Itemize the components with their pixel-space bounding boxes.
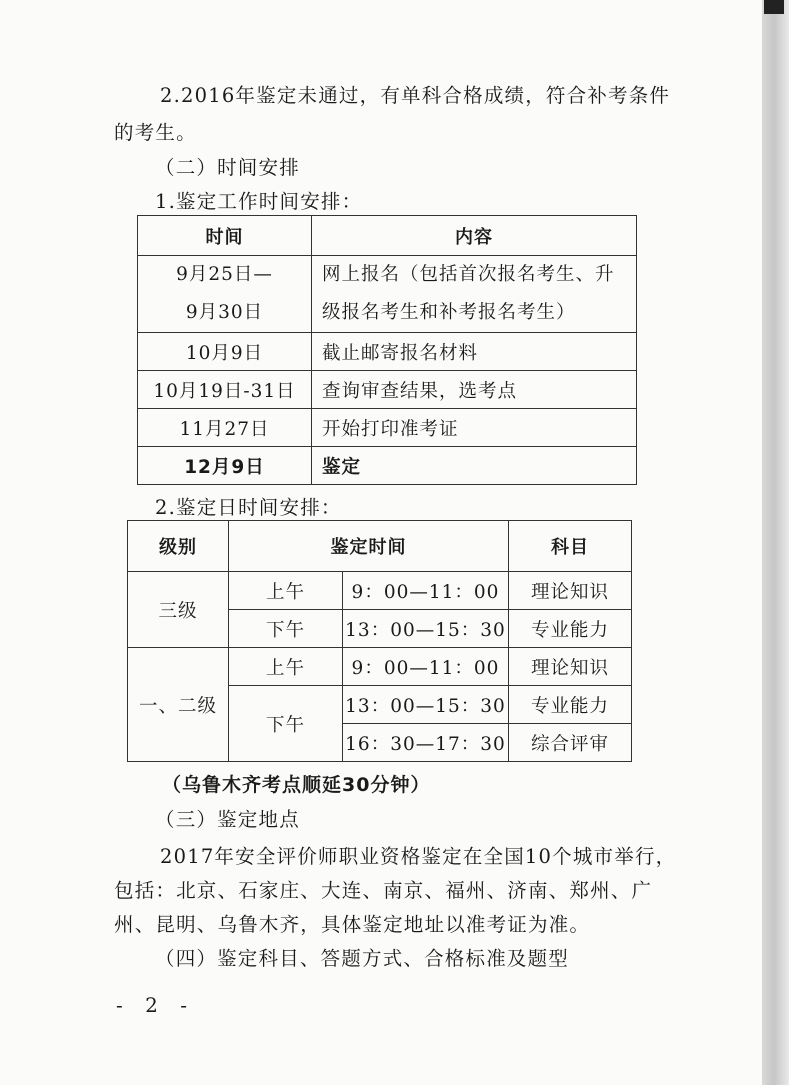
time-line: 9月25日— [176, 264, 273, 285]
table-header-cell: 科目 [509, 521, 632, 572]
content-line: 级报名考生和补考报名考生） [322, 302, 576, 323]
exam-day-schedule-table [127, 520, 632, 762]
level-cell: 三级 [128, 572, 229, 648]
page-number: - 2 - [116, 993, 195, 1017]
scan-edge [762, 0, 789, 1085]
level-cell: 一、二级 [128, 648, 229, 762]
content-cell: 截止邮寄报名材料 [312, 333, 637, 371]
table-row [138, 409, 637, 447]
paragraph-line: 2.2016年鉴定未通过，有单科合格成绩，符合补考条件 [160, 84, 671, 107]
period-cell: 上午 [229, 648, 343, 686]
table-row [128, 648, 632, 686]
table-header-cell: 级别 [128, 521, 229, 572]
time-cell: 10月9日 [138, 333, 312, 371]
paragraph-line: 州、昆明、乌鲁木齐，具体鉴定地址以准考证为准。 [114, 913, 591, 936]
time-cell: 13：00—15：30 [343, 686, 509, 724]
content-cell: 查询审查结果，选考点 [312, 371, 637, 409]
content-cell [312, 256, 637, 333]
subject-cell: 理论知识 [509, 648, 632, 686]
table-header-cell: 鉴定时间 [229, 521, 509, 572]
table-row [138, 447, 637, 485]
scan-corner-mark [764, 0, 784, 14]
time-cell: 11月27日 [138, 409, 312, 447]
table-header-cell: 时间 [138, 216, 312, 256]
time-cell: 9：00—11：00 [343, 572, 509, 610]
paragraph-line: 2017年安全评价师职业资格鉴定在全国10个城市举行， [160, 845, 677, 868]
time-cell: 9：00—11：00 [343, 648, 509, 686]
table-row [138, 371, 637, 409]
time-cell: 12月9日 [138, 447, 312, 485]
table-row [138, 256, 637, 333]
time-cell: 16：30—17：30 [343, 724, 509, 762]
time-cell: 13：00—15：30 [343, 610, 509, 648]
table-row [128, 572, 632, 610]
period-cell: 下午 [229, 686, 343, 762]
time-line: 9月30日 [185, 302, 264, 323]
table-header-cell: 内容 [312, 216, 637, 256]
section-heading: （二）时间安排 [155, 156, 300, 179]
subsection-heading: 2.鉴定日时间安排： [155, 496, 342, 519]
table-header-row [128, 521, 632, 572]
period-cell: 下午 [229, 610, 343, 648]
content-cell: 开始打印准考证 [312, 409, 637, 447]
work-schedule-table [137, 215, 637, 485]
paragraph-line: 包括：北京、石家庄、大连、南京、福州、济南、郑州、广 [114, 879, 653, 902]
subject-cell: 专业能力 [509, 610, 632, 648]
content-line: 网上报名（包括首次报名考生、升 [322, 264, 615, 285]
subject-cell: 综合评审 [509, 724, 632, 762]
time-cell: 10月19日-31日 [138, 371, 312, 409]
content-cell: 鉴定 [312, 447, 637, 485]
period-cell: 上午 [229, 572, 343, 610]
schedule-note: （乌鲁木齐考点顺延30分钟） [162, 774, 431, 796]
paragraph-line: 的考生。 [114, 121, 197, 144]
subject-cell: 理论知识 [509, 572, 632, 610]
subsection-heading: 1.鉴定工作时间安排： [155, 190, 363, 213]
subject-cell: 专业能力 [509, 686, 632, 724]
time-cell [138, 256, 312, 333]
section-heading: （四）鉴定科目、答题方式、合格标准及题型 [155, 947, 570, 970]
table-header-row [138, 216, 637, 256]
section-heading: （三）鉴定地点 [155, 808, 300, 831]
table-row [138, 333, 637, 371]
